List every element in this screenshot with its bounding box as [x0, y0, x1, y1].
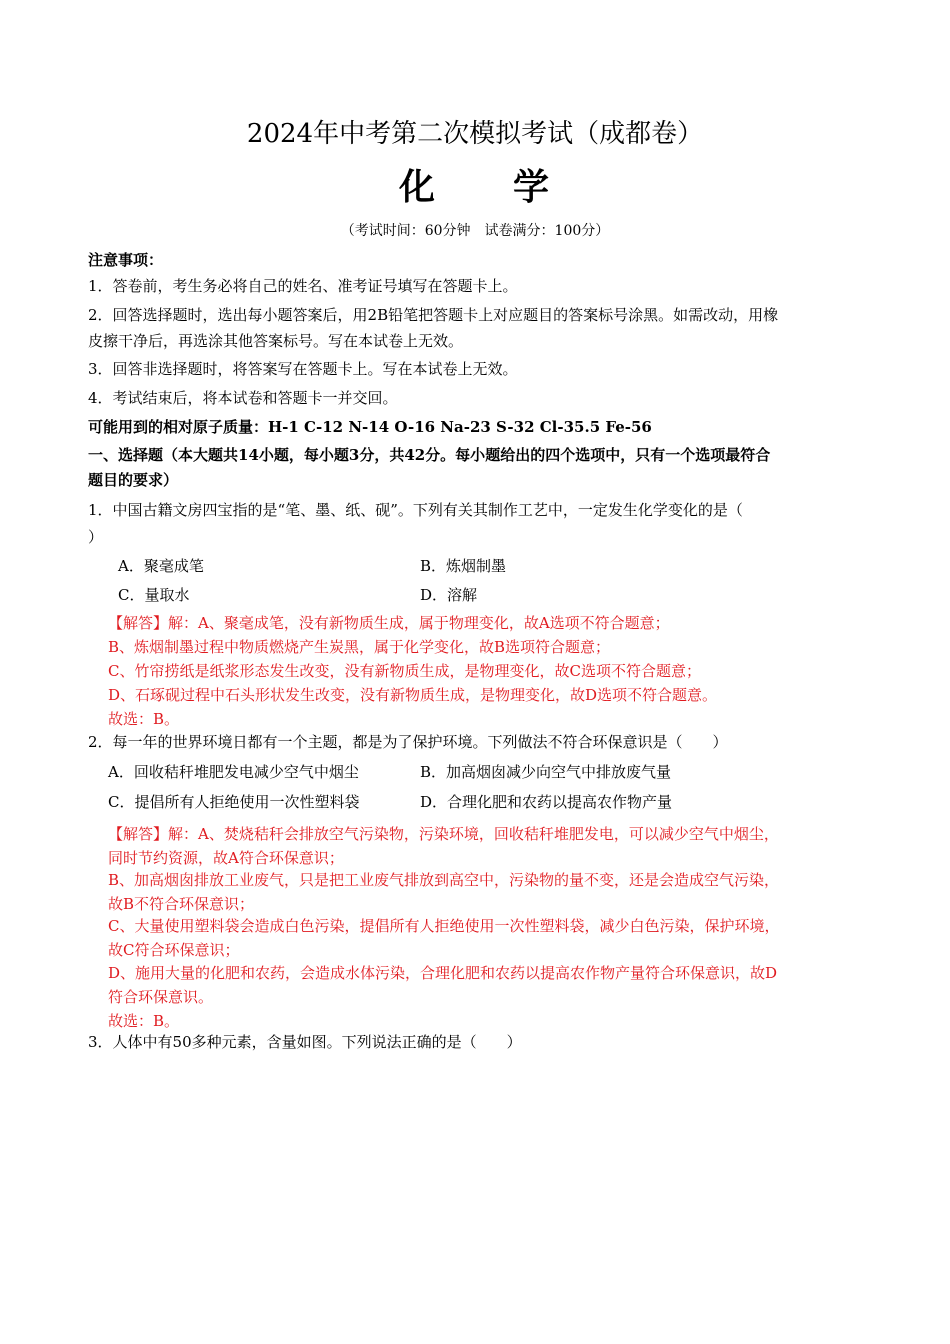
question-2-answer: 符合环保意识。 [108, 988, 214, 1006]
question-2-answer: B、加高烟囱排放工业废气，只是把工业废气排放到高空中，污染物的量不变，还是会造成空气污染， [108, 871, 780, 889]
question-2-answer: 故C符合环保意识； [108, 941, 240, 959]
question-2-option-d: D．合理化肥和农药以提高农作物产量 [420, 793, 673, 811]
question-2-answer: 故选：B。 [108, 1012, 180, 1030]
question-1-answer: 故选：B。 [108, 710, 180, 728]
question-1-option-c: C．量取水 [118, 586, 190, 604]
question-2-option-c: C．提倡所有人拒绝使用一次性塑料袋 [108, 793, 360, 811]
exam-title: 2024年中考第二次模拟考试（成都卷） [246, 119, 704, 149]
exam-info: （考试时间：60分钟 试卷满分：100分） [340, 223, 610, 239]
question-1-stem-cont: ） [88, 528, 104, 546]
note-item: 1．答卷前，考生务必将自己的姓名、准考证号填写在答题卡上。 [88, 277, 518, 295]
note-item: 皮擦干净后，再选涂其他答案标号。写在本试卷上无效。 [88, 332, 464, 350]
question-2-option-b: B．加高烟囱减少向空气中排放废气量 [420, 763, 672, 781]
question-1-option-a: A．聚毫成笔 [118, 557, 204, 575]
question-1-stem: 1．中国古籍文房四宝指的是“笔、墨、纸、砚”。下列有关其制作工艺中，一定发生化学变化的是（ [88, 501, 743, 519]
question-3-stem: 3．人体中有50多种元素，含量如图。下列说法正确的是（ ） [88, 1033, 522, 1051]
note-item: 3．回答非选择题时，将答案写在答题卡上。写在本试卷上无效。 [88, 360, 518, 378]
question-2-answer: 【解答】解：A、焚烧秸秆会排放空气污染物，污染环境，回收秸秆堆肥发电，可以减少空气中烟尘， [108, 825, 779, 843]
question-1-answer: D、石琢砚过程中石头形状发生改变，没有新物质生成，是物理变化，故D选项不符合题意。 [108, 686, 718, 704]
question-2-answer: 同时节约资源，故A符合环保意识； [108, 849, 344, 867]
note-item: 2．回答选择题时，选出每小题答案后，用2B铅笔把答题卡上对应题目的答案标号涂黑。如需改动，用橡 [88, 306, 779, 324]
note-item: 4．考试结束后，将本试卷和答题卡一并交回。 [88, 389, 398, 407]
question-1-option-d: D．溶解 [420, 586, 478, 604]
section-heading: 一、选择题（本大题共14小题，每小题3分，共42分。每小题给出的四个选项中，只有一个选项最符合 [88, 446, 771, 464]
atomic-mass-line: 可能用到的相对原子质量：H-1 C-12 N-14 O-16 Na-23 S-32 Cl-35.5 Fe-56 [88, 418, 652, 436]
notes-heading: 注意事项： [88, 251, 164, 269]
question-2-answer: 故B不符合环保意识； [108, 895, 255, 913]
question-1-answer: B、炼烟制墨过程中物质燃烧产生炭黑，属于化学变化，故B选项符合题意； [108, 638, 611, 656]
question-2-answer: C、大量使用塑料袋会造成白色污染，提倡所有人拒绝使用一次性塑料袋，减少白色污染，保护环境， [108, 917, 780, 935]
section-heading-cont: 题目的要求） [88, 471, 179, 489]
question-1-answer: 【解答】解：A、聚毫成笔，没有新物质生成，属于物理变化，故A选项不符合题意； [108, 614, 670, 632]
question-2-answer: D、施用大量的化肥和农药，会造成水体污染，合理化肥和农药以提高农作物产量符合环保意识，故D [108, 964, 778, 982]
subject-title: 化 学 [398, 166, 551, 208]
question-2-stem: 2．每一年的世界环境日都有一个主题，都是为了保护环境。下列做法不符合环保意识是（ ） [88, 733, 728, 751]
question-1-answer: C、竹帘捞纸是纸浆形态发生改变，没有新物质生成，是物理变化，故C选项不符合题意； [108, 662, 701, 680]
question-2-option-a: A．回收秸秆堆肥发电减少空气中烟尘 [108, 763, 359, 781]
question-1-option-b: B．炼烟制墨 [420, 557, 507, 575]
